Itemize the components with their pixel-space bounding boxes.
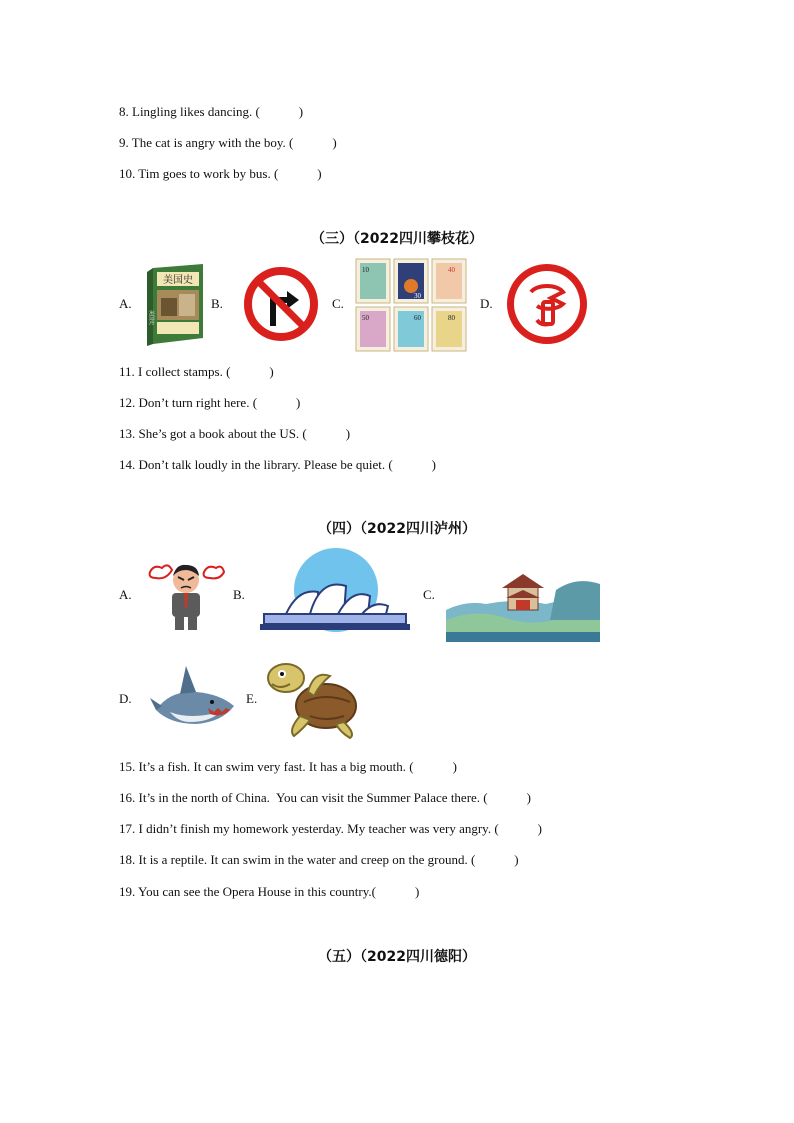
book-spine-text: 美国史 [148, 310, 154, 326]
question-16: 16. It’s in the north of China. You can visit the Summer Palace there. ( ) [119, 790, 531, 805]
option-c-label: C. [332, 296, 344, 311]
stamp-value-text: 10 [362, 266, 369, 274]
question-11: 11. I collect stamps. ( ) [119, 364, 274, 379]
question-17: 17. I didn’t finish my homework yesterday. My teacher was very angry. ( ) [119, 821, 542, 836]
option-d-label: D. [119, 691, 132, 706]
stamp-value-text: 60 [414, 314, 421, 322]
stamp-value-text: 50 [362, 314, 369, 322]
question-15: 15. It’s a fish. It can swim very fast. It has a big mouth. ( ) [119, 759, 457, 774]
question-19: 19. You can see the Opera House in this country.( ) [119, 884, 420, 899]
book-title-text: 美国史 [163, 275, 193, 286]
sydney-opera-house-image [258, 548, 410, 638]
stamp-value-text: 80 [448, 314, 455, 322]
angry-man-image [146, 560, 226, 632]
sea-turtle-image [264, 656, 364, 740]
option-e-label: E. [246, 691, 258, 706]
question-12: 12. Don’t turn right here. ( ) [119, 395, 301, 410]
section-5-heading: （五）（2022四川德阳） [318, 949, 476, 965]
keep-quiet-sign-icon [505, 262, 589, 346]
question-9: 9. The cat is angry with the boy. ( ) [119, 135, 337, 150]
option-a-label: A. [119, 587, 132, 602]
option-b-label: B. [233, 587, 245, 602]
summer-palace-image [446, 570, 600, 642]
stamp-value-text: 40 [448, 266, 455, 274]
option-c-label: C. [423, 587, 435, 602]
question-8: 8. Lingling likes dancing. ( ) [119, 104, 304, 119]
question-18: 18. It is a reptile. It can swim in the water and creep on the ground. ( ) [119, 852, 519, 867]
section-4-heading: （四）（2022四川泸州） [318, 521, 476, 537]
history-book-image [143, 262, 209, 348]
question-14: 14. Don’t talk loudly in the library. Please be quiet. ( ) [119, 457, 436, 472]
option-b-label: B. [211, 296, 223, 311]
option-a-label: A. [119, 296, 132, 311]
section-3-heading: （三）（2022四川攀枝花） [311, 231, 483, 247]
question-10: 10. Tim goes to work by bus. ( ) [119, 166, 322, 181]
stamp-value-text: 30 [414, 292, 421, 300]
question-13: 13. She’s got a book about the US. ( ) [119, 426, 351, 441]
shark-image [150, 662, 236, 732]
option-d-label: D. [480, 296, 493, 311]
no-right-turn-sign-icon [243, 266, 319, 342]
stamps-collection-image [355, 258, 467, 352]
